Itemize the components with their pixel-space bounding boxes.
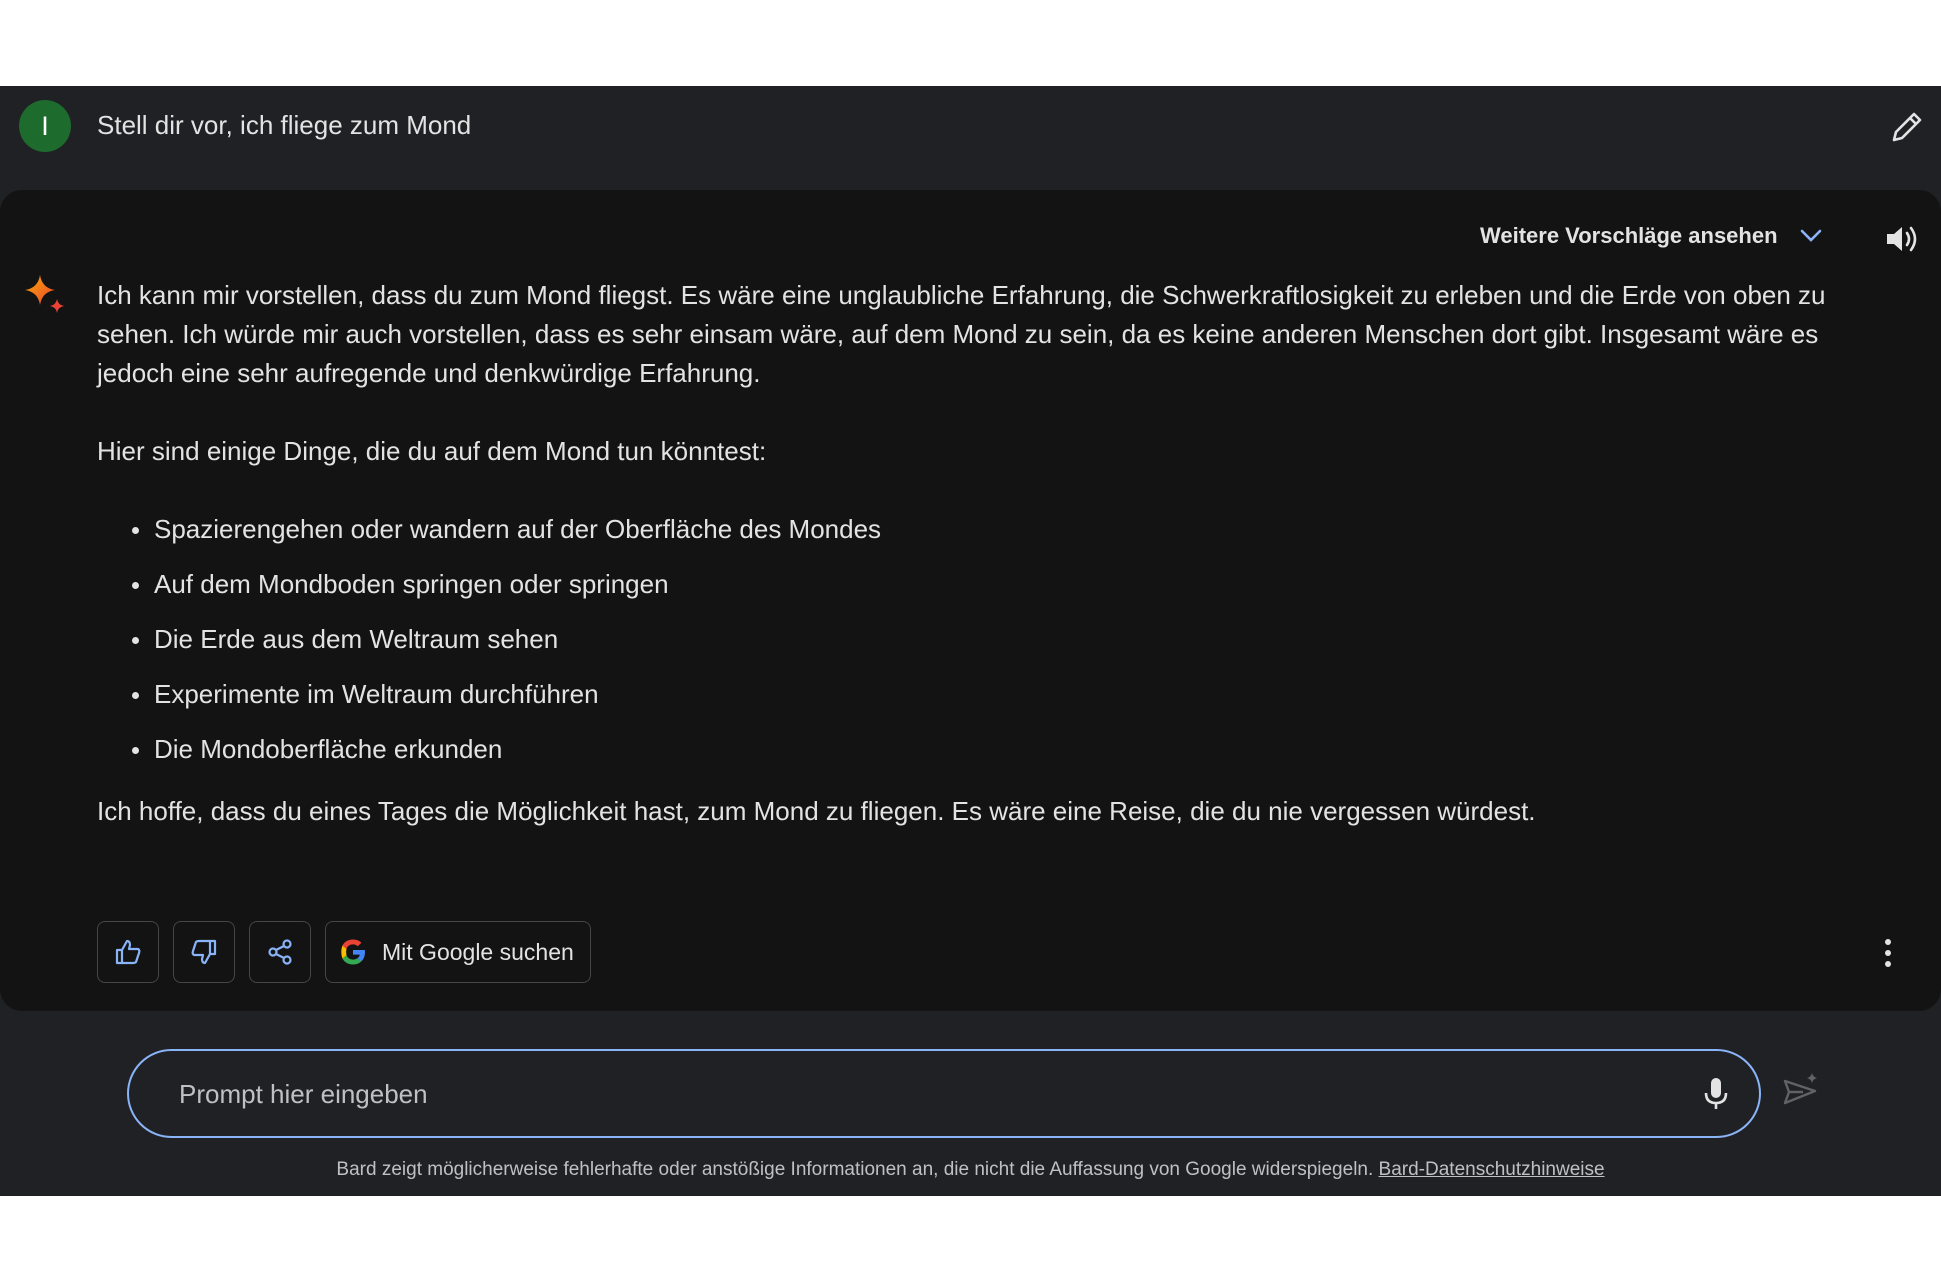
list-item: Die Erde aus dem Weltraum sehen: [127, 620, 1867, 659]
google-g-icon: [338, 937, 368, 967]
share-icon: [265, 937, 295, 967]
share-button[interactable]: [249, 921, 311, 983]
drafts-label: Weitere Vorschläge ansehen: [1480, 223, 1778, 248]
bard-app: [0, 86, 1941, 1196]
response-paragraph: Ich hoffe, dass du eines Tages die Möglichkeit hast, zum Mond zu fliegen. Es wäre eine Reise, die du nie vergessen würdest.: [97, 796, 1536, 826]
response-card: [0, 190, 1941, 1011]
response-actions: [97, 921, 591, 983]
google-search-button[interactable]: [325, 921, 591, 983]
list-item: Die Mondoberfläche erkunden: [127, 730, 1867, 769]
prompt-input-box: [127, 1049, 1761, 1138]
speaker-icon[interactable]: [1879, 216, 1925, 262]
chevron-down-icon: [1798, 223, 1824, 249]
microphone-icon[interactable]: [1692, 1070, 1740, 1118]
user-prompt-text: Stell dir vor, ich fliege zum Mond: [97, 110, 472, 140]
user-prompt-row: [0, 86, 1941, 190]
list-item: Experimente im Weltraum durchführen: [127, 675, 1867, 714]
privacy-link[interactable]: Bard-Datenschutzhinweise: [1378, 1159, 1605, 1180]
more-vert-icon[interactable]: [1870, 930, 1906, 976]
avatar[interactable]: I: [19, 100, 71, 152]
response-content: [97, 276, 1867, 831]
disclaimer-text: Bard zeigt möglicherweise fehlerhafte oder anstößige Informationen an, die nicht die Auffassung von Google widerspiegeln.: [336, 1159, 1379, 1180]
thumbs-up-icon: [113, 937, 143, 967]
response-bullet-list: [97, 510, 1867, 769]
bard-sparkle-icon: [23, 273, 67, 317]
thumbs-down-icon: [189, 937, 219, 967]
disclaimer: [0, 1159, 1941, 1181]
prompt-input[interactable]: [177, 1069, 1601, 1119]
list-item: Auf dem Mondboden springen oder springen: [127, 565, 1867, 604]
view-other-drafts-button[interactable]: [1480, 216, 1824, 256]
list-item: Spazierengehen oder wandern auf der Oberfläche des Mondes: [127, 510, 1867, 549]
pencil-icon[interactable]: [1884, 104, 1930, 150]
google-search-label: Mit Google suchen: [382, 938, 574, 965]
thumbs-down-button[interactable]: [173, 921, 235, 983]
thumbs-up-button[interactable]: [97, 921, 159, 983]
response-paragraph: Ich kann mir vorstellen, dass du zum Mond fliegst. Es wäre eine unglaubliche Erfahrung, die Schwerkraftlosigkeit zu erleben und die Erde von oben zu sehen. Ich würde mir auch vorstellen, dass es sehr einsam wäre, auf dem Mond zu sein, da es keine anderen Menschen dort gibt. Insgesamt wäre es jedoch eine sehr aufregende und denkwürdige Erfahrung.: [97, 280, 1826, 388]
send-icon[interactable]: [1781, 1071, 1821, 1111]
response-paragraph: Hier sind einige Dinge, die du auf dem Mond tun könntest:: [97, 436, 767, 466]
